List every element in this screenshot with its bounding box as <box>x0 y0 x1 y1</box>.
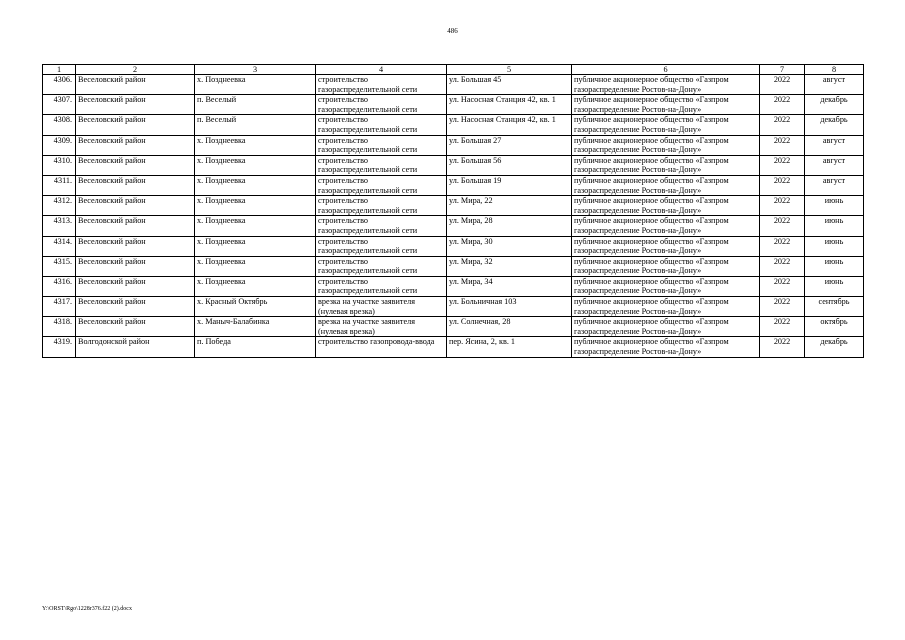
settlement-cell: х. Позднеевка <box>195 196 316 216</box>
column-header: 6 <box>572 65 760 75</box>
work-type-cell: строительство газораспределительной сети <box>316 196 447 216</box>
registry-table <box>42 64 864 358</box>
work-type-cell: строительство газораспределительной сети <box>316 256 447 276</box>
district-cell: Веселовский район <box>76 317 195 337</box>
table-row <box>43 236 864 256</box>
work-type-cell: врезка на участке заявителя (нулевая врезка) <box>316 317 447 337</box>
month-cell: декабрь <box>805 337 864 357</box>
row-number-cell: 4309. <box>43 135 76 155</box>
row-number-cell: 4306. <box>43 75 76 95</box>
settlement-cell: х. Красный Октябрь <box>195 297 316 317</box>
settlement-cell: х. Позднеевка <box>195 236 316 256</box>
table-row <box>43 256 864 276</box>
district-cell: Веселовский район <box>76 196 195 216</box>
table-row <box>43 337 864 357</box>
page-number: 486 <box>447 27 458 35</box>
table-row <box>43 196 864 216</box>
month-cell: декабрь <box>805 115 864 135</box>
row-number-cell: 4316. <box>43 276 76 296</box>
year-cell: 2022 <box>760 317 805 337</box>
column-header: 3 <box>195 65 316 75</box>
settlement-cell: х. Позднеевка <box>195 216 316 236</box>
row-number-cell: 4319. <box>43 337 76 357</box>
settlement-cell: х. Позднеевка <box>195 135 316 155</box>
month-cell: июнь <box>805 256 864 276</box>
organization-cell: публичное акционерное общество «Газпром газораспределение Ростов-на-Дону» <box>572 317 760 337</box>
district-cell: Веселовский район <box>76 155 195 175</box>
district-cell: Веселовский район <box>76 236 195 256</box>
district-cell: Веселовский район <box>76 135 195 155</box>
table-body <box>43 75 864 358</box>
year-cell: 2022 <box>760 276 805 296</box>
district-cell: Веселовский район <box>76 297 195 317</box>
district-cell: Веселовский район <box>76 95 195 115</box>
column-header: 4 <box>316 65 447 75</box>
work-type-cell: строительство газопровода-ввода <box>316 337 447 357</box>
row-number-cell: 4317. <box>43 297 76 317</box>
organization-cell: публичное акционерное общество «Газпром газораспределение Ростов-на-Дону» <box>572 276 760 296</box>
month-cell: август <box>805 75 864 95</box>
year-cell: 2022 <box>760 155 805 175</box>
column-header: 1 <box>43 65 76 75</box>
table-row <box>43 317 864 337</box>
organization-cell: публичное акционерное общество «Газпром газораспределение Ростов-на-Дону» <box>572 155 760 175</box>
settlement-cell: п. Веселый <box>195 115 316 135</box>
settlement-cell: х. Позднеевка <box>195 175 316 195</box>
row-number-cell: 4314. <box>43 236 76 256</box>
year-cell: 2022 <box>760 95 805 115</box>
address-cell: ул. Насосная Станция 42, кв. 1 <box>447 95 572 115</box>
month-cell: июнь <box>805 236 864 256</box>
month-cell: июнь <box>805 216 864 236</box>
month-cell: август <box>805 175 864 195</box>
settlement-cell: х. Позднеевка <box>195 75 316 95</box>
district-cell: Веселовский район <box>76 115 195 135</box>
district-cell: Веселовский район <box>76 276 195 296</box>
month-cell: октябрь <box>805 317 864 337</box>
organization-cell: публичное акционерное общество «Газпром газораспределение Ростов-на-Дону» <box>572 216 760 236</box>
work-type-cell: строительство газораспределительной сети <box>316 75 447 95</box>
year-cell: 2022 <box>760 337 805 357</box>
district-cell: Веселовский район <box>76 256 195 276</box>
address-cell: ул. Большая 56 <box>447 155 572 175</box>
work-type-cell: строительство газораспределительной сети <box>316 276 447 296</box>
work-type-cell: строительство газораспределительной сети <box>316 135 447 155</box>
address-cell: ул. Мира, 32 <box>447 256 572 276</box>
work-type-cell: строительство газораспределительной сети <box>316 155 447 175</box>
row-number-cell: 4318. <box>43 317 76 337</box>
address-cell: ул. Насосная Станция 42, кв. 1 <box>447 115 572 135</box>
table-row <box>43 95 864 115</box>
year-cell: 2022 <box>760 175 805 195</box>
district-cell: Веселовский район <box>76 216 195 236</box>
organization-cell: публичное акционерное общество «Газпром газораспределение Ростов-на-Дону» <box>572 115 760 135</box>
work-type-cell: строительство газораспределительной сети <box>316 115 447 135</box>
table-row <box>43 115 864 135</box>
column-header: 5 <box>447 65 572 75</box>
address-cell: пер. Ясина, 2, кв. 1 <box>447 337 572 357</box>
organization-cell: публичное акционерное общество «Газпром газораспределение Ростов-на-Дону» <box>572 135 760 155</box>
column-header: 2 <box>76 65 195 75</box>
table-row <box>43 276 864 296</box>
month-cell: декабрь <box>805 95 864 115</box>
table-row <box>43 175 864 195</box>
row-number-cell: 4315. <box>43 256 76 276</box>
year-cell: 2022 <box>760 135 805 155</box>
address-cell: ул. Солнечная, 28 <box>447 317 572 337</box>
address-cell: ул. Мира, 28 <box>447 216 572 236</box>
address-cell: ул. Большая 19 <box>447 175 572 195</box>
month-cell: август <box>805 135 864 155</box>
year-cell: 2022 <box>760 256 805 276</box>
column-header: 8 <box>805 65 864 75</box>
month-cell: август <box>805 155 864 175</box>
row-number-cell: 4313. <box>43 216 76 236</box>
table-row <box>43 155 864 175</box>
organization-cell: публичное акционерное общество «Газпром газораспределение Ростов-на-Дону» <box>572 196 760 216</box>
header-row <box>43 65 864 75</box>
row-number-cell: 4311. <box>43 175 76 195</box>
footer-file-path: Y:\ORST\Rgo\1228r376.f22 (2).docx <box>42 606 132 612</box>
row-number-cell: 4307. <box>43 95 76 115</box>
work-type-cell: строительство газораспределительной сети <box>316 216 447 236</box>
row-number-cell: 4310. <box>43 155 76 175</box>
organization-cell: публичное акционерное общество «Газпром газораспределение Ростов-на-Дону» <box>572 75 760 95</box>
organization-cell: публичное акционерное общество «Газпром газораспределение Ростов-на-Дону» <box>572 236 760 256</box>
year-cell: 2022 <box>760 297 805 317</box>
table-row <box>43 135 864 155</box>
district-cell: Волгодонской район <box>76 337 195 357</box>
month-cell: сентябрь <box>805 297 864 317</box>
settlement-cell: х. Позднеевка <box>195 155 316 175</box>
year-cell: 2022 <box>760 236 805 256</box>
work-type-cell: строительство газораспределительной сети <box>316 236 447 256</box>
settlement-cell: х. Маныч-Балабинка <box>195 317 316 337</box>
month-cell: июнь <box>805 276 864 296</box>
table-row <box>43 297 864 317</box>
address-cell: ул. Мира, 34 <box>447 276 572 296</box>
row-number-cell: 4312. <box>43 196 76 216</box>
address-cell: ул. Большая 27 <box>447 135 572 155</box>
settlement-cell: п. Победа <box>195 337 316 357</box>
settlement-cell: п. Веселый <box>195 95 316 115</box>
organization-cell: публичное акционерное общество «Газпром газораспределение Ростов-на-Дону» <box>572 297 760 317</box>
organization-cell: публичное акционерное общество «Газпром газораспределение Ростов-на-Дону» <box>572 95 760 115</box>
organization-cell: публичное акционерное общество «Газпром газораспределение Ростов-на-Дону» <box>572 256 760 276</box>
organization-cell: публичное акционерное общество «Газпром газораспределение Ростов-на-Дону» <box>572 337 760 357</box>
work-type-cell: строительство газораспределительной сети <box>316 95 447 115</box>
year-cell: 2022 <box>760 196 805 216</box>
month-cell: июнь <box>805 196 864 216</box>
district-cell: Веселовский район <box>76 175 195 195</box>
year-cell: 2022 <box>760 115 805 135</box>
year-cell: 2022 <box>760 75 805 95</box>
column-header: 7 <box>760 65 805 75</box>
address-cell: ул. Мира, 22 <box>447 196 572 216</box>
work-type-cell: врезка на участке заявителя (нулевая врезка) <box>316 297 447 317</box>
row-number-cell: 4308. <box>43 115 76 135</box>
table-row <box>43 216 864 236</box>
year-cell: 2022 <box>760 216 805 236</box>
district-cell: Веселовский район <box>76 75 195 95</box>
settlement-cell: х. Позднеевка <box>195 276 316 296</box>
table-row <box>43 75 864 95</box>
address-cell: ул. Большая 45 <box>447 75 572 95</box>
work-type-cell: строительство газораспределительной сети <box>316 175 447 195</box>
organization-cell: публичное акционерное общество «Газпром газораспределение Ростов-на-Дону» <box>572 175 760 195</box>
address-cell: ул. Мира, 30 <box>447 236 572 256</box>
settlement-cell: х. Позднеевка <box>195 256 316 276</box>
address-cell: ул. Больничная 103 <box>447 297 572 317</box>
